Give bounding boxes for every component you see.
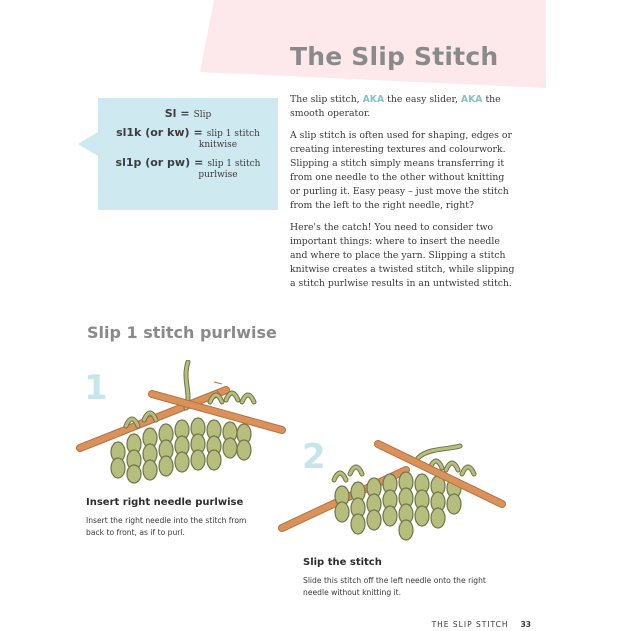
intro-p1-part-c: the smooth operator. (290, 94, 501, 119)
step-1-description: Insert the right needle into the stitch from back to front, as if to purl. (86, 516, 247, 537)
intro-p1-part-a: The slip stitch, (290, 94, 363, 105)
aka-highlight: AKA (362, 94, 385, 105)
equals-sign: = (180, 107, 190, 120)
aka-highlight: AKA (460, 94, 483, 105)
callout-row-sl1k (98, 127, 278, 151)
callout-row-slip (98, 108, 278, 121)
abbr-sl1k-meaning: slip 1 stitch (206, 129, 260, 139)
intro-paragraph-3: Here's the catch! You need to consider two important things: where to insert the needle and where to place the yarn. Slipping a stitch knitwise creates a twisted stitch, while slipping a stitch purlwise results in an untwisted stitch. (290, 222, 515, 289)
equals-sign: = (194, 156, 204, 169)
page-footer (432, 620, 531, 629)
abbr-sl: Sl (164, 107, 177, 120)
intro-paragraph-2: A slip stitch is often used for shaping, edges or creating interesting textures and colourwork. Slipping a stitch simply means transferring it from one needle to the other without knitting or purling it. Easy peasy – just move the stitch from the left to the right needle, right? (290, 130, 512, 211)
page-title: The Slip Stitch (290, 42, 499, 71)
page-number: 33 (520, 620, 531, 629)
intro-paragraph-1 (290, 93, 516, 121)
equals-sign: = (193, 126, 203, 139)
step-2-number: 2 (302, 437, 326, 477)
step-2-description: Slide this stitch off the left needle onto the right needle without knitting it. (303, 576, 486, 597)
footer-section-title: THE SLIP STITCH (431, 620, 509, 629)
intro-text (290, 93, 516, 299)
step-1-title: Insert right needle purlwise (86, 497, 244, 508)
section-heading: Slip 1 stitch purlwise (87, 323, 277, 342)
step-1-number: 1 (84, 368, 108, 408)
abbr-sl1p: sl1p (or pw) (115, 156, 191, 169)
step-1-knitting-illustration (76, 360, 288, 488)
callout-row-sl1p (98, 157, 278, 181)
abbr-sl1k-meaning-cont: knitwise (198, 140, 238, 150)
intro-p1-part-b: the easy slider, (384, 94, 461, 105)
step-2-knitting-illustration (278, 440, 508, 550)
abbr-sl1p-meaning: slip 1 stitch (207, 159, 261, 169)
abbr-sl1k: sl1k (or kw) (116, 126, 190, 139)
abbr-sl-meaning: Slip (193, 110, 212, 120)
abbr-sl1p-meaning-cont: purlwise (198, 170, 238, 180)
abbreviation-callout (78, 98, 278, 210)
step-2-title: Slip the stitch (303, 557, 382, 568)
